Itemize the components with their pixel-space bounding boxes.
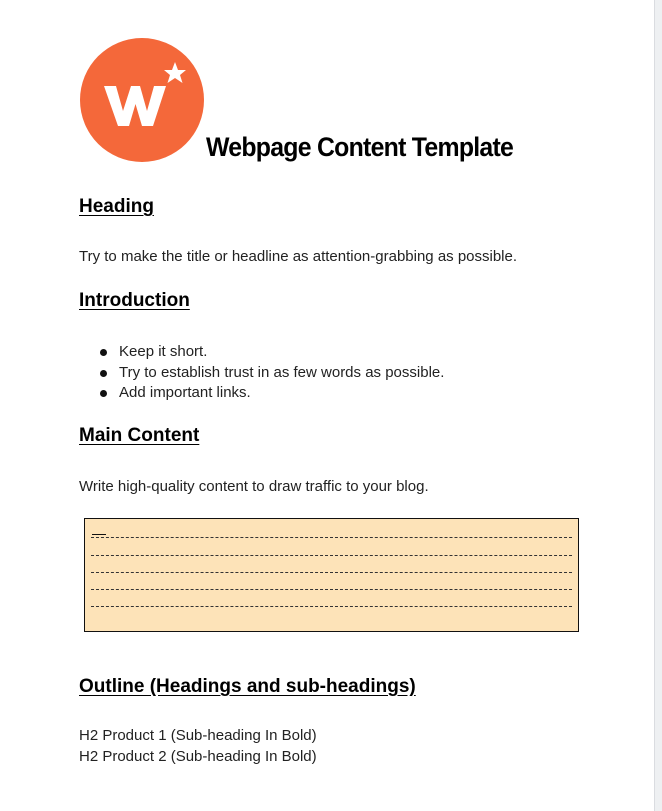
- brand-logo: [80, 38, 204, 162]
- list-item: Keep it short.: [79, 342, 444, 363]
- outline-item: H2 Product 2 (Sub-heading In Bold): [79, 748, 317, 765]
- text-cursor-mark: [92, 534, 106, 535]
- heading-section-title: Heading: [79, 196, 154, 217]
- main-content-section-text: Write high-quality content to draw traffic to your blog.: [79, 478, 429, 495]
- outline-section-title: Outline (Headings and sub-headings): [79, 676, 416, 697]
- writing-line: [91, 555, 572, 556]
- logo-star-icon: [80, 38, 204, 162]
- viewer-scroll-edge: [654, 0, 662, 811]
- writing-line: [91, 537, 572, 538]
- writing-line: [91, 606, 572, 607]
- introduction-bullet-list: [79, 342, 444, 404]
- outline-item: H2 Product 1 (Sub-heading In Bold): [79, 727, 317, 744]
- document-title: Webpage Content Template: [206, 132, 514, 162]
- writing-line: [91, 572, 572, 573]
- introduction-section-title: Introduction: [79, 290, 190, 311]
- list-item: Add important links.: [79, 383, 444, 404]
- list-item: Try to establish trust in as few words as possible.: [79, 363, 444, 384]
- heading-section-text: Try to make the title or headline as attention-grabbing as possible.: [79, 248, 518, 265]
- writing-line: [91, 589, 572, 590]
- main-content-section-title: Main Content: [79, 425, 200, 446]
- writing-lines-box[interactable]: [84, 518, 579, 632]
